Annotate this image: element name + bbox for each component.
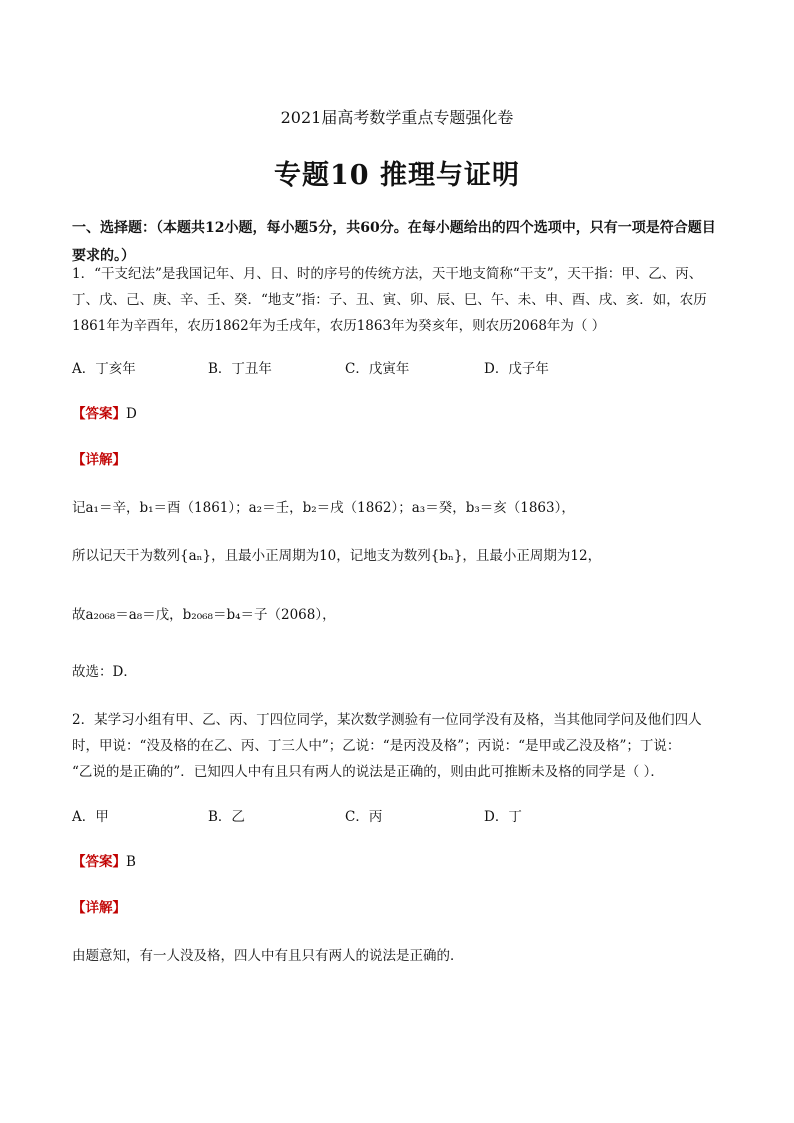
q1-explain-line-1: 记a₁＝辛，b₁＝酉（1861）；a₂＝壬，b₂＝戌（1862）；a₃＝癸，b₃＝亥（1863），	[72, 500, 575, 516]
q2-option-a: A．甲	[72, 809, 109, 825]
section-heading: 一、选择题：（本题共12小题，每小题5分，共60分。在每小题给出的四个选项中，只有一项是符合题目要求的。）	[72, 220, 716, 264]
q2-answer-value: B	[126, 854, 136, 870]
q1-answer-value: D	[126, 406, 137, 422]
q2-explain-tag: 【详解】	[72, 900, 126, 916]
q2-explain-line-1: 由题意知，有一人没及格，四人中有且只有两人的说法是正确的．	[72, 948, 464, 964]
q2-answer-row	[72, 850, 136, 870]
q1-option-d: D．戊子年	[484, 361, 549, 377]
q1-option-c: C．戊寅年	[345, 361, 410, 377]
q1-option-a: A．丁亥年	[72, 361, 136, 377]
q1-option-b: B．丁丑年	[208, 361, 272, 377]
q1-text-line-1: 1．“干支纪法”是我国记年、月、日、时的序号的传统方法，天干地支简称“干支”，天干指：甲、乙、丙、	[72, 266, 703, 282]
q1-explain-line-4: 故选：D．	[72, 664, 137, 680]
q2-text-line-1: 2．某学习小组有甲、乙、丙、丁四位同学，某次数学测验有一位同学没有及格，当其他同学问及他们四人	[72, 712, 702, 728]
q1-answer-tag: 【答案】	[72, 406, 126, 422]
q2-answer-tag: 【答案】	[72, 854, 126, 870]
q1-answer-row	[72, 402, 137, 422]
q1-text-line-3: 1861年为辛酉年，农历1862年为壬戌年，农历1863年为癸亥年，则农历2068年为（ ）	[72, 318, 606, 334]
q1-explain-line-3: 故a₂₀₆₈＝a₈＝戊，b₂₀₆₈＝b₄＝子（2068），	[72, 607, 336, 623]
q1-explain-tag: 【详解】	[72, 452, 126, 468]
document-title: 专题10 推理与证明	[274, 160, 520, 191]
q2-option-b: B．乙	[208, 809, 245, 825]
q2-text-line-3: “乙说的是正确的”．已知四人中有且只有两人的说法是正确的，则由此可推断未及格的同学是（ ）．	[72, 764, 664, 780]
q1-explain-line-2: 所以记天干为数列{aₙ}，且最小正周期为10，记地支为数列{bₙ}，且最小正周期为12，	[72, 548, 602, 564]
q2-text-line-2: 时，甲说：“没及格的在乙、丙、丁三人中”；乙说：“是丙没及格”；丙说：“是甲或乙没及格”；丁说：	[72, 738, 681, 754]
q2-option-c: C．丙	[345, 809, 383, 825]
q2-option-d: D．丁	[484, 809, 522, 825]
document-supertitle: 2021届高考数学重点专题强化卷	[280, 108, 514, 127]
q1-text-line-2: 丁、戊、己、庚、辛、壬、癸．“地支”指：子、丑、寅、卯、辰、巳、午、未、申、酉、戌、亥．如，农历	[72, 292, 707, 308]
